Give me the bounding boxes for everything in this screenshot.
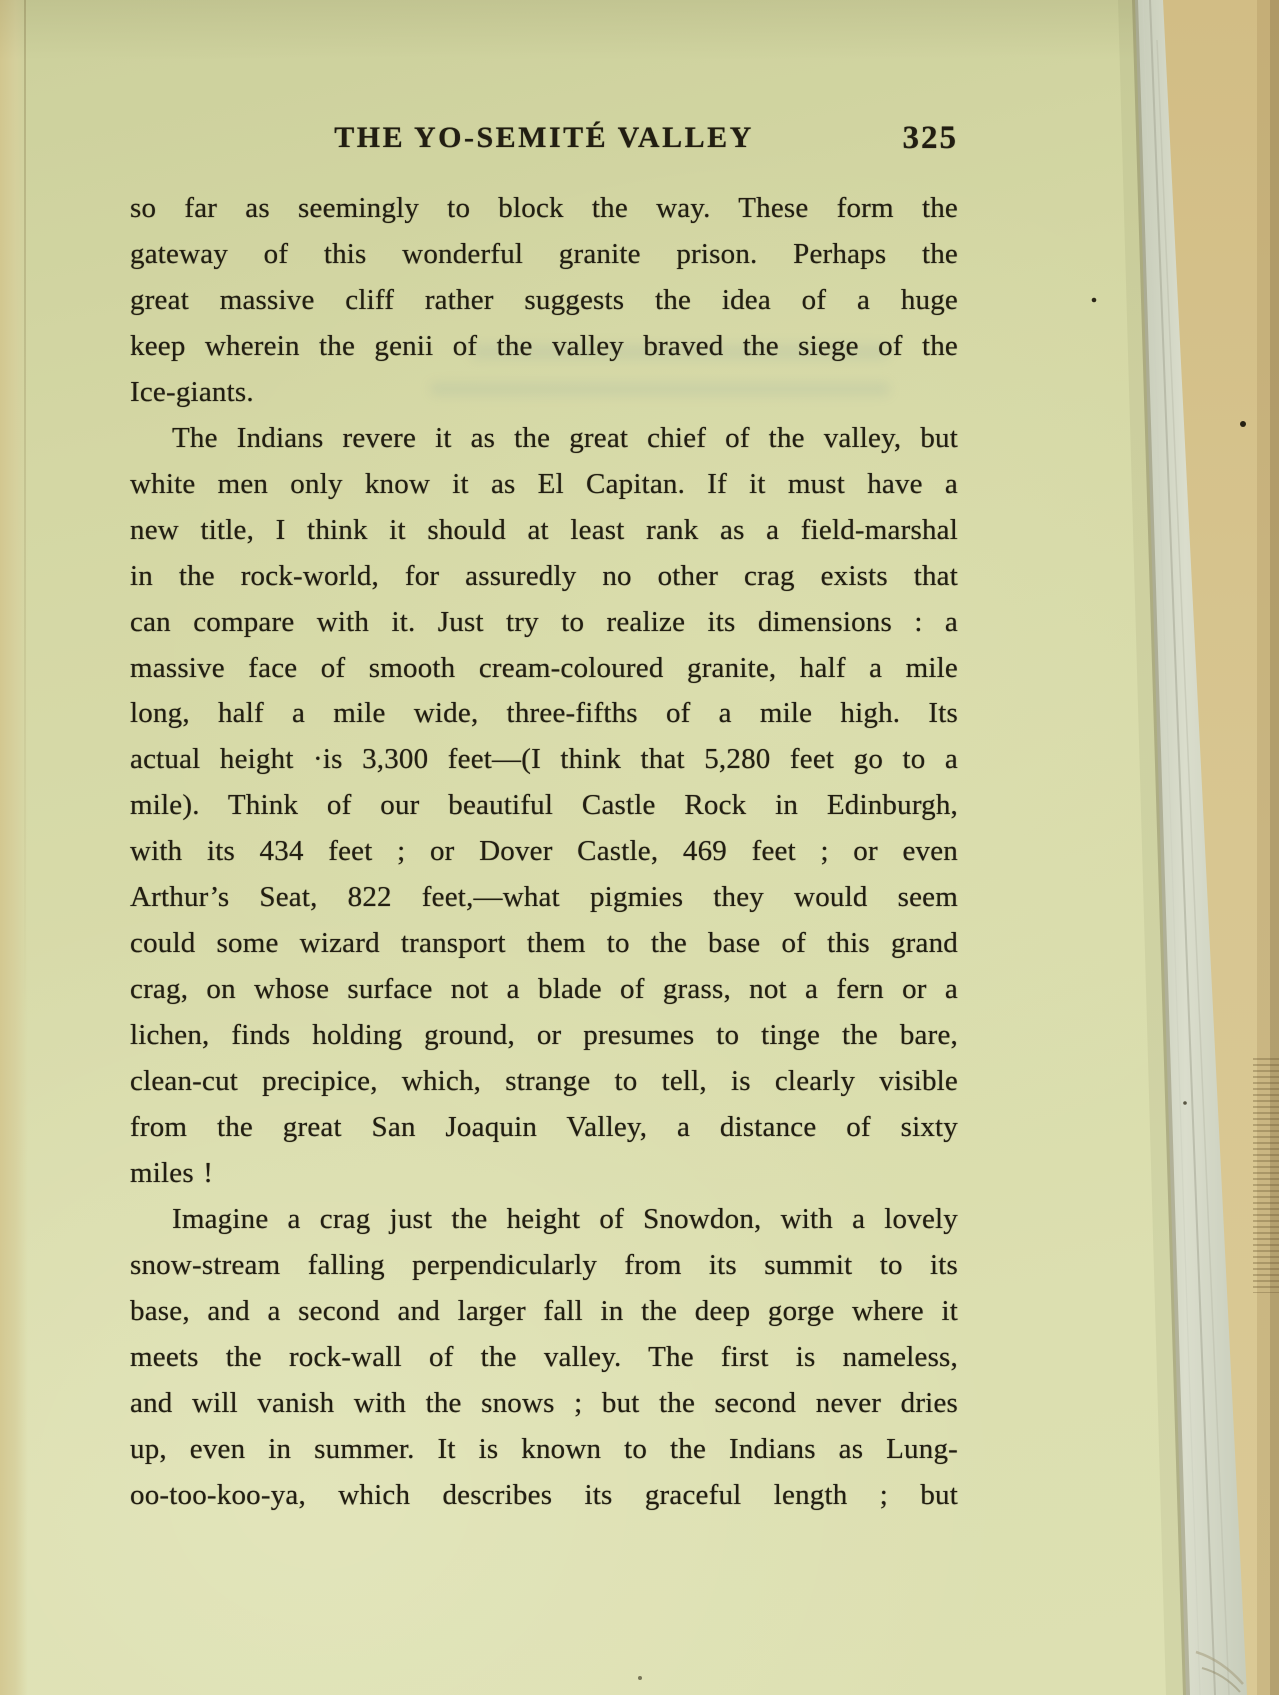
text-line: and will vanish with the snows ; but the second never dries [130,1386,958,1419]
text-line: gateway of this wonderful granite prison. Perhaps the [130,237,958,270]
text-line: massive face of smooth cream-coloured granite, half a mile [130,651,958,684]
text-line: oo-too-koo-ya, which describes its graceful length ; but [130,1478,958,1511]
text-line: long, half a mile wide, three-fifths of a mile high. Its [130,697,958,730]
text-line: from the great San Joaquin Valley, a distance of sixty [130,1111,958,1144]
text-line: with its 434 feet ; or Dover Castle, 469 feet ; or even [130,835,958,868]
text-line: actual height ·is 3,300 feet—(I think that 5,280 feet go to a [130,743,958,776]
text-line: The Indians revere it as the great chief of the valley, but [172,421,958,454]
text-line: in the rock-world, for assuredly no other crag exists that [130,559,958,592]
text-line: up, even in summer. It is known to the Indians as Lung- [130,1432,958,1465]
text-line: so far as seemingly to block the way. These form the [130,192,958,224]
text-line: clean-cut precipice, which, strange to tell, is clearly visible [130,1065,958,1098]
text-line: snow-stream falling perpendicularly from its summit to its [130,1248,958,1281]
text-line: crag, on whose surface not a blade of grass, not a fern or a [130,973,958,1006]
text-line: white men only know it as El Capitan. If it must have a [130,467,958,500]
page-number: 325 [902,120,958,156]
text-line: new title, I think it should at least rank as a field-marshal [130,513,958,546]
page-top-shadow [0,0,1279,60]
page-left-crease [24,0,26,1017]
text-line: mile). Think of our beautiful Castle Rock in Edinburgh, [130,789,958,822]
text-line: could some wizard transport them to the base of this grand [130,927,958,960]
text-line: Arthur’s Seat, 822 feet,—what pigmies they would seem [130,881,958,914]
text-line: base, and a second and larger fall in the deep gorge where it [130,1294,958,1327]
text-line: can compare with it. Just try to realize its dimensions : a [130,605,958,638]
text-line: Imagine a crag just the height of Snowdon, with a lovely [172,1202,958,1235]
page-header [130,118,958,164]
text-line: keep wherein the genii of the valley braved the siege of the [130,329,958,362]
running-title: THE YO-SEMITÉ VALLEY [334,121,754,154]
text-line: meets the rock-wall of the valley. The first is nameless, [130,1340,958,1373]
page-body [130,186,958,1519]
text-line: miles ! [130,1157,214,1190]
text-line: Ice-giants. [130,375,254,408]
text-line: great massive cliff rather suggests the idea of a huge [130,283,958,316]
text-line: lichen, finds holding ground, or presumes to tinge the bare, [130,1019,958,1052]
